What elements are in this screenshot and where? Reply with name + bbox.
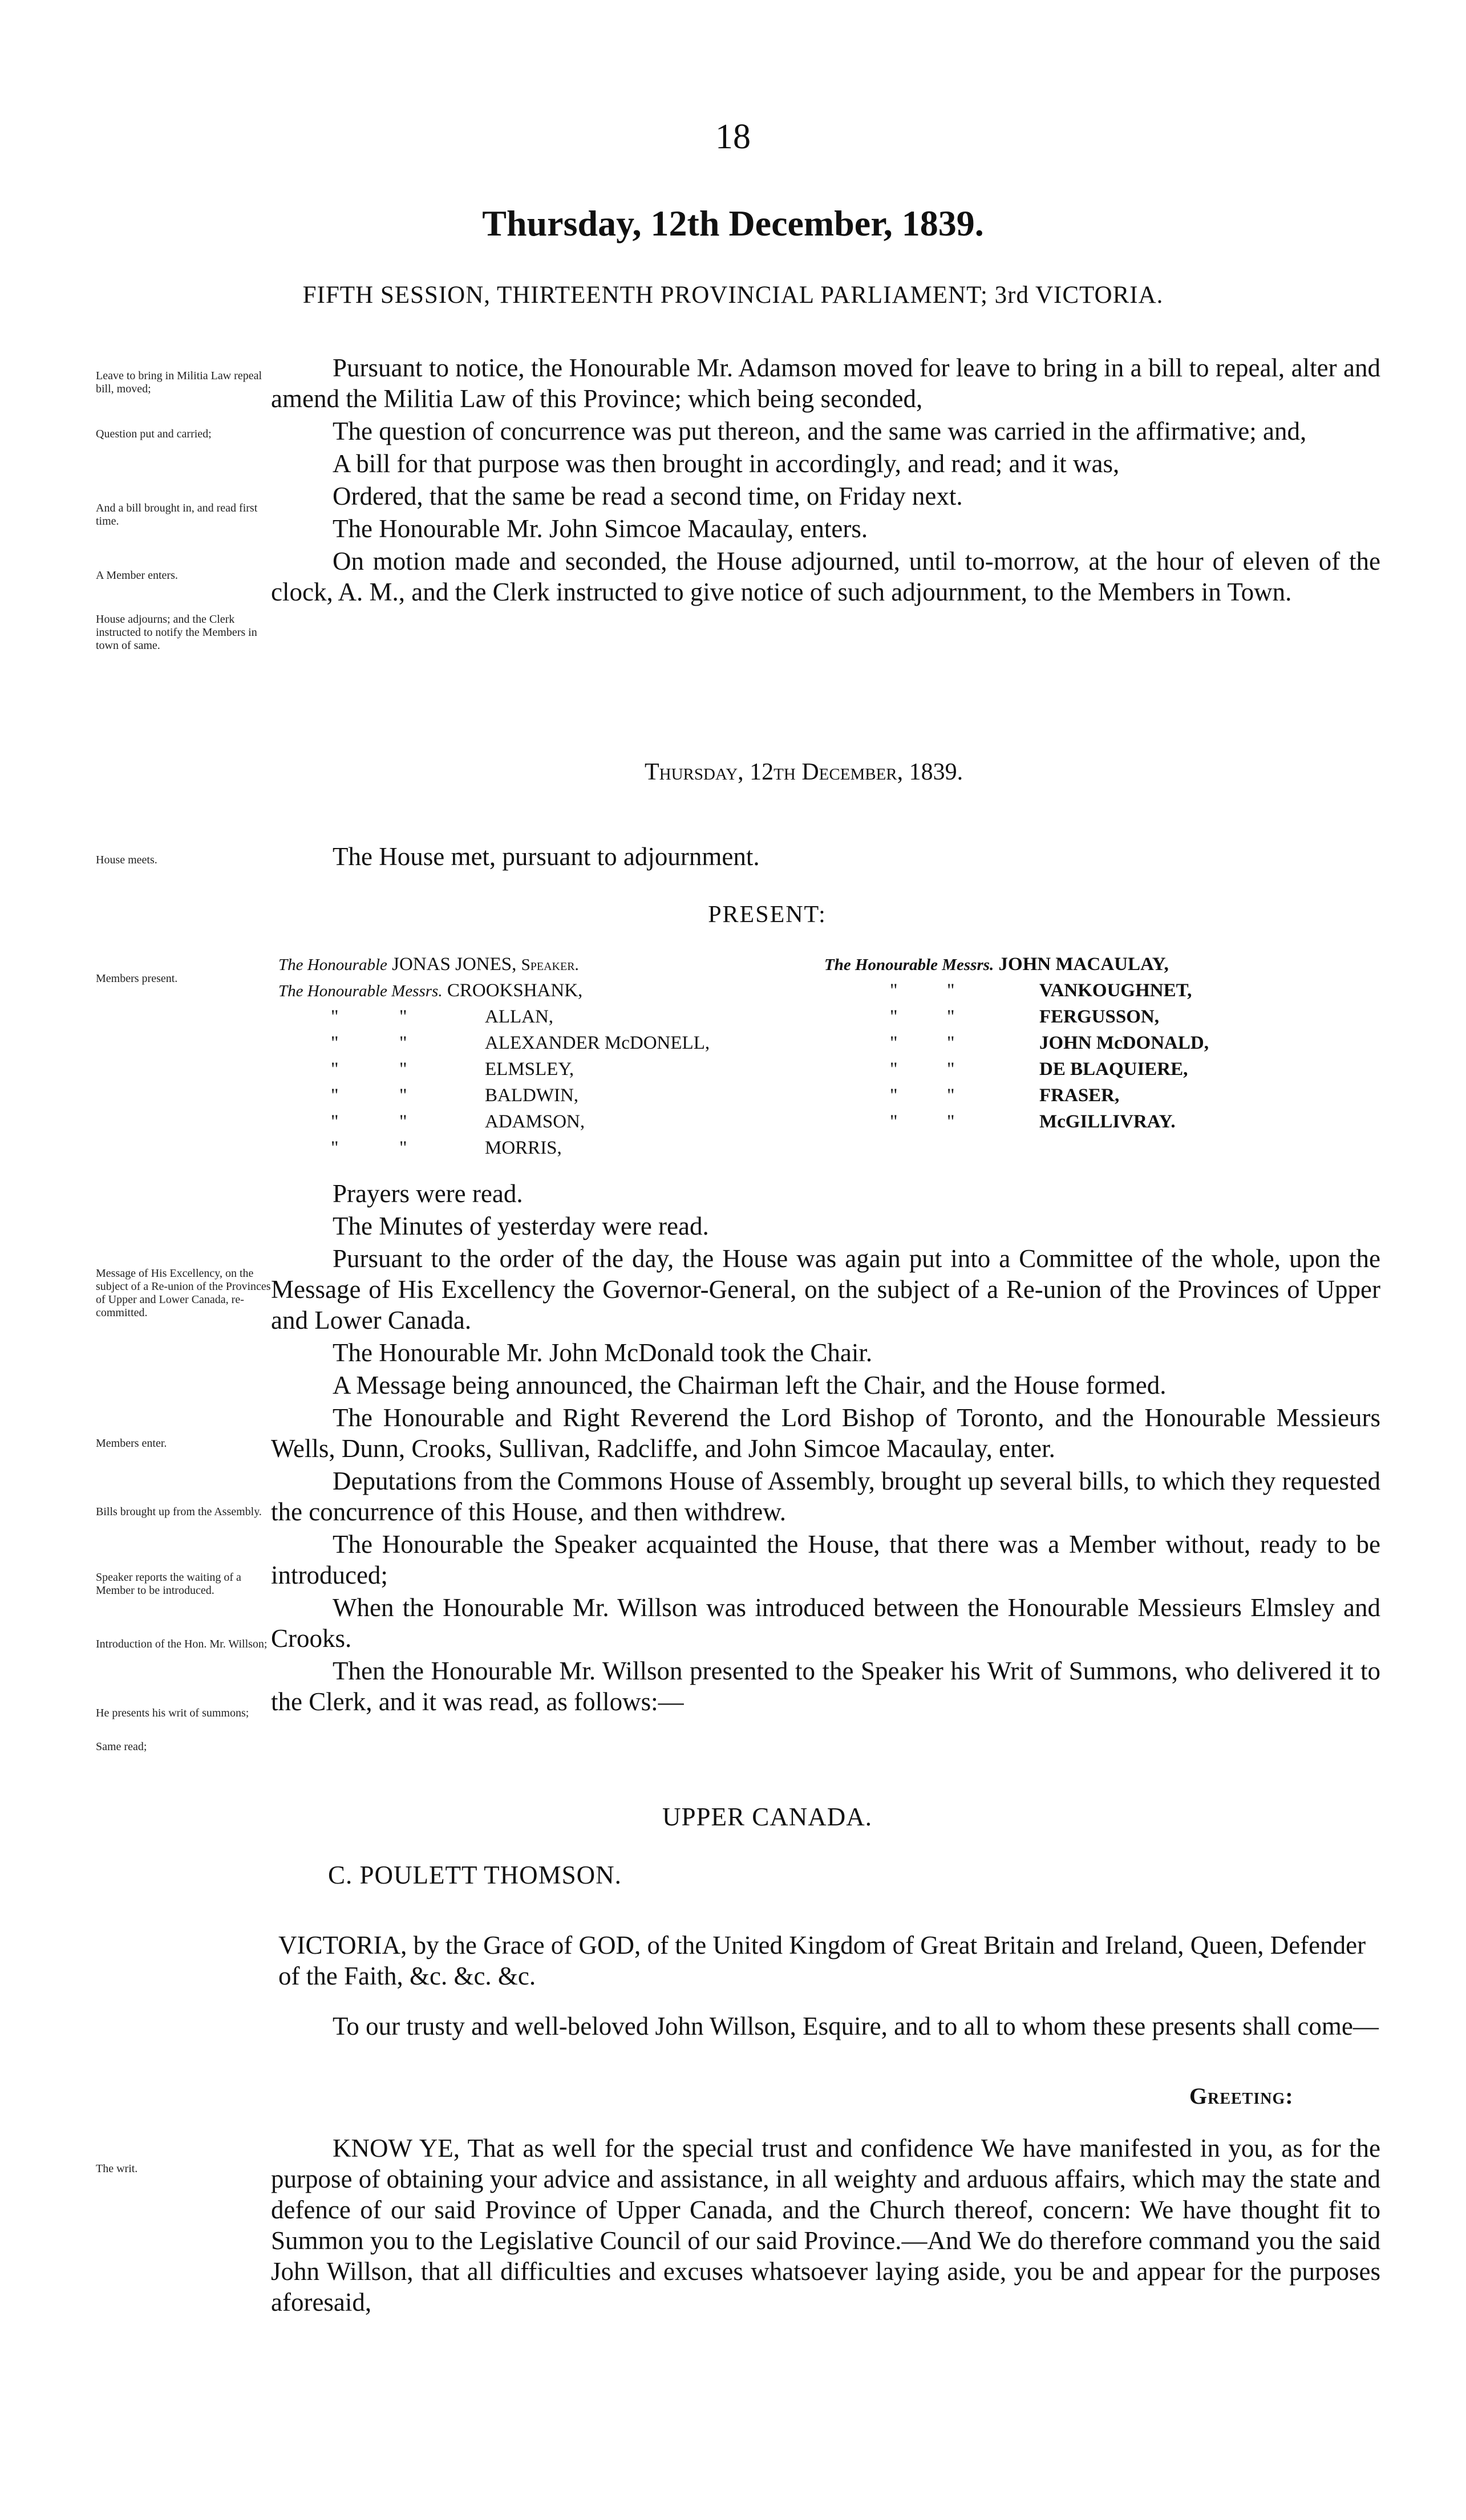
member-name: BALDWIN, bbox=[485, 1085, 579, 1106]
margin-note: A Member enters. bbox=[96, 569, 178, 582]
margin-note: House meets. bbox=[96, 854, 157, 866]
paragraph: The Honourable and Right Reverend the Lord Bishop of Toronto, and the Honourable Messieurs Wells, Dunn, Crooks, Sullivan, Radcliffe, and John Simcoe Macaulay, enter. bbox=[271, 1403, 1380, 1463]
ditto-mark: " bbox=[947, 1059, 955, 1080]
proceedings-block-2 bbox=[271, 1178, 1380, 1717]
ditto-mark: " bbox=[890, 1007, 898, 1027]
margin-note: He presents his writ of summons; bbox=[96, 1707, 249, 1719]
ditto-mark: " bbox=[331, 1059, 339, 1080]
member-name: MORRIS, bbox=[485, 1138, 562, 1158]
date-heading: Thursday, 12th December, 1839. bbox=[482, 203, 984, 244]
paragraph: Prayers were read. bbox=[333, 1179, 523, 1208]
paragraph: Pursuant to notice, the Honourable Mr. Adamson moved for leave to bring in a bill to repeal, alter and amend the Militia Law of this Province; which being seconded, bbox=[271, 354, 1380, 413]
member-name: JONAS JONES, bbox=[392, 954, 517, 975]
member-name: ALEXANDER McDONELL, bbox=[485, 1033, 710, 1053]
margin-note: Introduction of the Hon. Mr. Willson; bbox=[96, 1638, 268, 1650]
member-name: McGILLIVRAY. bbox=[1039, 1111, 1176, 1132]
writ-victoria-text: VICTORIA, by the Grace of GOD, of the United Kingdom of Great Britain and Ireland, Queen, Defender of the Faith, &c. &c. &c. bbox=[278, 1931, 1366, 1990]
ditto-mark: " bbox=[331, 1138, 339, 1158]
member-name: ELMSLEY, bbox=[485, 1059, 574, 1080]
ditto-mark: " bbox=[947, 1033, 955, 1053]
ditto-mark: " bbox=[890, 1033, 898, 1053]
margin-note: And a bill brought in, and read first time. bbox=[96, 502, 258, 527]
member-name: CROOKSHANK, bbox=[447, 980, 583, 1001]
margin-note: House adjourns; and the Clerk instructed to notify the Members in town of same. bbox=[96, 613, 257, 652]
writ-province: UPPER CANADA. bbox=[662, 1803, 873, 1831]
ditto-mark: " bbox=[399, 1085, 407, 1106]
member-name: ADAMSON, bbox=[485, 1111, 585, 1132]
house-met: The House met, pursuant to adjournment. bbox=[333, 842, 760, 871]
ditto-mark: " bbox=[331, 1007, 339, 1027]
paragraph: Pursuant to the order of the day, the House was again put into a Committee of the whole, upon the Message of His Excellency the Governor-General, on the subject of a Re-union of the Provinces of Upper and Lower Canada. bbox=[271, 1244, 1380, 1334]
margin-note: Message of His Excellency, on the subject of a Re-union of the Provinces of Upper and Lower Canada, re-committed. bbox=[96, 1267, 271, 1319]
ditto-mark: " bbox=[331, 1033, 339, 1053]
margin-note: Speaker reports the waiting of a Member to be introduced. bbox=[96, 1571, 241, 1597]
ditto-mark: " bbox=[890, 980, 898, 1001]
paragraph: The question of concurrence was put thereon, and the same was carried in the affirmative; and, bbox=[333, 417, 1307, 445]
ditto-mark: " bbox=[890, 1085, 898, 1106]
ditto-mark: " bbox=[399, 1007, 407, 1027]
member-name: DE BLAQUIERE, bbox=[1039, 1059, 1188, 1080]
paragraph: On motion made and seconded, the House adjourned, until to-morrow, at the hour of eleven of the clock, A. M., and the Clerk instructed to give notice of such adjournment, to the Members in Town. bbox=[271, 547, 1380, 606]
ditto-mark: " bbox=[890, 1059, 898, 1080]
second-date-heading: Thursday, 12th December, 1839. bbox=[645, 759, 963, 785]
ditto-mark: " bbox=[890, 1111, 898, 1132]
margin-note: Members enter. bbox=[96, 1437, 167, 1450]
paragraph: When the Honourable Mr. Willson was introduced between the Honourable Messieurs Elmsley and Crooks. bbox=[271, 1593, 1380, 1653]
writ-governor: C. POULETT THOMSON. bbox=[328, 1861, 622, 1889]
ditto-mark: " bbox=[399, 1033, 407, 1053]
writ-greeting: Greeting: bbox=[1189, 2083, 1294, 2109]
paragraph: A bill for that purpose was then brought in accordingly, and read; and it was, bbox=[333, 449, 1120, 478]
margin-note: Bills brought up from the Assembly. bbox=[96, 1505, 262, 1518]
honourable-messrs-label: The Honourable Messrs. bbox=[278, 982, 443, 1000]
ditto-mark: " bbox=[331, 1111, 339, 1132]
margin-note: Leave to bring in Militia Law repeal bill, moved; bbox=[96, 370, 262, 395]
member-name: FERGUSSON, bbox=[1039, 1007, 1159, 1027]
paragraph: The Minutes of yesterday were read. bbox=[333, 1212, 709, 1240]
paragraph: A Message being announced, the Chairman left the Chair, and the House formed. bbox=[333, 1371, 1167, 1399]
paragraph: The Honourable Mr. John McDonald took the Chair. bbox=[333, 1338, 873, 1367]
ditto-mark: " bbox=[947, 1111, 955, 1132]
ditto-mark: " bbox=[947, 1085, 955, 1106]
page-number: 18 bbox=[715, 117, 751, 156]
member-name: JOHN McDONALD, bbox=[1039, 1033, 1209, 1053]
member-name: ALLAN, bbox=[485, 1007, 554, 1027]
ditto-mark: " bbox=[399, 1138, 407, 1158]
present-speaker-row bbox=[278, 951, 579, 978]
speaker-title: Speaker. bbox=[521, 956, 579, 974]
present-heading: PRESENT: bbox=[708, 902, 827, 928]
member-name: JOHN MACAULAY, bbox=[998, 954, 1169, 975]
honourable-label: The Honourable bbox=[278, 956, 387, 974]
member-name: VANKOUGHNET, bbox=[1039, 980, 1192, 1001]
ditto-mark: " bbox=[399, 1059, 407, 1080]
paragraph: The Honourable Mr. John Simcoe Macaulay, enters. bbox=[333, 514, 868, 543]
writ-address: To our trusty and well-beloved John Willson, Esquire, and to all to whom these presents shall come— bbox=[333, 2012, 1379, 2040]
margin-note: Question put and carried; bbox=[96, 428, 212, 440]
margin-note: Same read; bbox=[96, 1740, 147, 1753]
paragraph: The Honourable the Speaker acquainted the House, that there was a Member without, ready to be introduced; bbox=[271, 1530, 1380, 1589]
ditto-mark: " bbox=[399, 1111, 407, 1132]
honourable-messrs-label: The Honourable Messrs. bbox=[824, 956, 994, 974]
paragraph: Ordered, that the same be read a second time, on Friday next. bbox=[333, 482, 963, 510]
session-line: FIFTH SESSION, THIRTEENTH PROVINCIAL PARLIAMENT; 3rd VICTORIA. bbox=[302, 282, 1164, 309]
paragraph: Then the Honourable Mr. Willson presented to the Speaker his Writ of Summons, who delivered it to the Clerk, and it was read, as follows:— bbox=[271, 1657, 1380, 1716]
writ-know-ye: KNOW YE, That as well for the special trust and confidence We have manifested in you, as for the purpose of obtaining your advice and assistance, in all weighty and arduous affairs, which may the state and defence of our said Province of Upper Canada, and the Church thereof, concern: We have thought fit to Summon you to the Legislative Council of our said Province.—And We do therefore command you the said John Willson, that all difficulties and excuses whatsoever laying aside, you be and appear for the purposes aforesaid, bbox=[271, 2134, 1380, 2316]
present-row bbox=[278, 977, 582, 1004]
ditto-mark: " bbox=[331, 1085, 339, 1106]
writ-victoria bbox=[278, 1930, 1382, 1991]
ditto-mark: " bbox=[947, 1007, 955, 1027]
member-name: FRASER, bbox=[1039, 1085, 1120, 1106]
margin-note: Members present. bbox=[96, 972, 178, 985]
paragraph: Deputations from the Commons House of Assembly, brought up several bills, to which they requested the concurrence of this House, and then withdrew. bbox=[271, 1467, 1380, 1526]
proceedings-block bbox=[271, 352, 1380, 607]
margin-note: The writ. bbox=[96, 2162, 138, 2175]
ditto-mark: " bbox=[947, 980, 955, 1001]
present-row bbox=[824, 951, 1169, 978]
